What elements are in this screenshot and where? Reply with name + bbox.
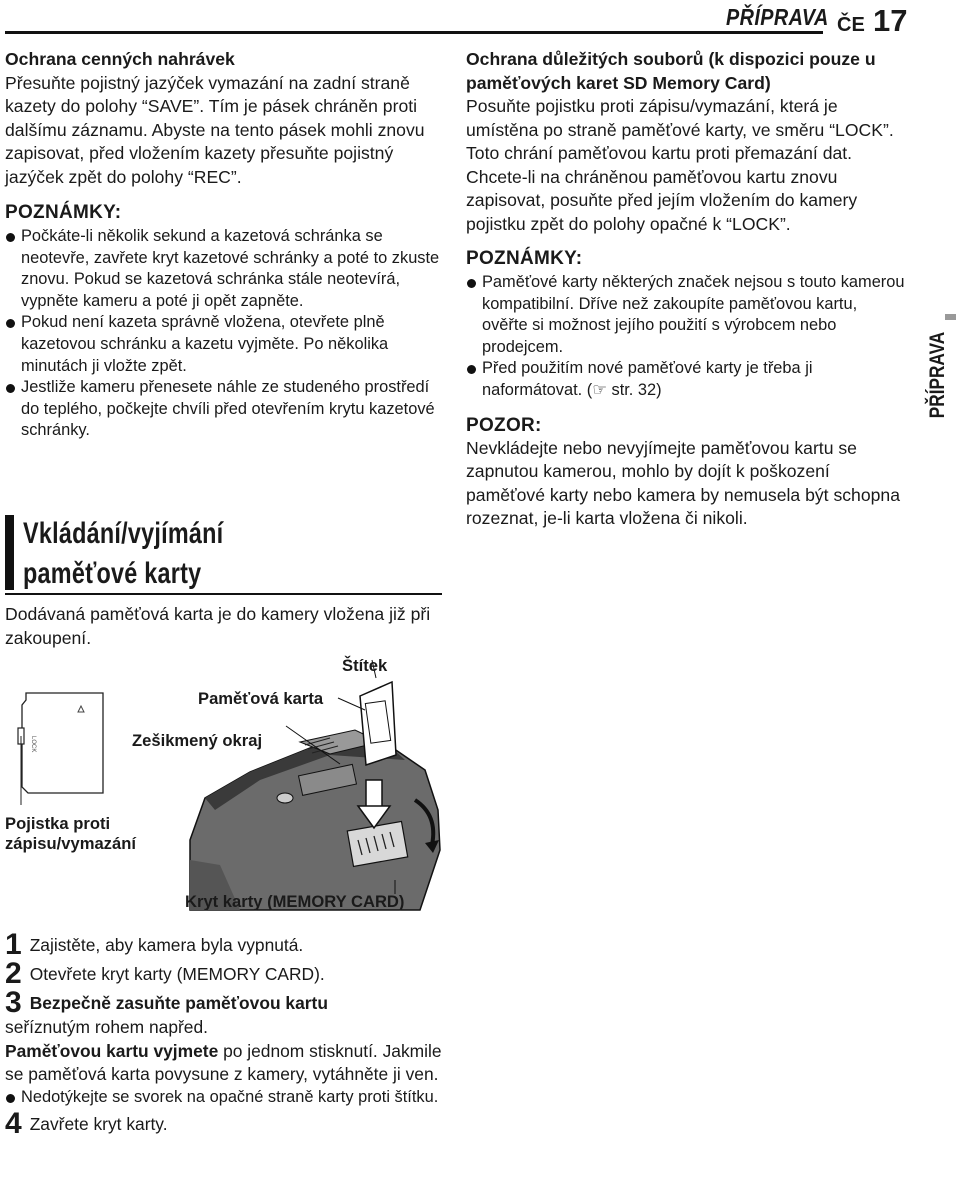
left-column	[5, 48, 445, 442]
notes-list	[466, 272, 906, 402]
steps	[5, 928, 445, 1141]
step-4: 4 Zavřete kryt karty.	[5, 1107, 168, 1141]
side-tab-label: PŘÍPRAVA	[926, 331, 949, 419]
notes-list	[5, 226, 445, 442]
right-column	[466, 48, 906, 531]
sd-card-icon	[18, 693, 103, 805]
list-item: Před použitím nové paměťové karty je třeba ji naformátovat. (☞ str. 32)	[466, 358, 906, 401]
caution-body: Nevkládejte nebo nevyjímejte paměťovou kartu se zapnutou kamerou, mohlo by dojít k poškození paměťové karty nebo kamera by nemusela být schopna rozeznat, je-li karta vložena či nikoli.	[466, 437, 900, 529]
label-sticker: Štítek	[342, 656, 388, 675]
list-item: Paměťové karty některých značek nejsou s touto kamerou kompatibilní. Dříve než zakoupíte paměťovou kartu, ověřte si možnost jejího použití s výrobcem nebo prodejcem.	[466, 272, 906, 358]
step-notes	[5, 1087, 445, 1109]
step-number: 2	[5, 957, 22, 990]
side-tab-marker	[945, 314, 956, 320]
section-intro: Dodávaná paměťová karta je do kamery vložena již při zakoupení.	[5, 604, 431, 648]
section-bar	[5, 515, 14, 590]
header-language: ČE	[837, 14, 865, 36]
list-item: Počkáte-li několik sekund a kazetová schránka se neotevře, zavřete kryt kazetové schránky a poté to zkuste znovu. Pokud se kazetová schránka stále neotevírá, vypněte kameru a poté ji opět zapněte.	[5, 226, 445, 312]
step-number: 3	[5, 986, 22, 1019]
step-number: 1	[5, 928, 22, 961]
step-number: 4	[5, 1107, 22, 1141]
protect-title: Ochrana cenných nahrávek	[5, 49, 235, 69]
list-item: Pokud není kazeta správně vložena, otevřete plně kazetovou schránku a kazetu vyjměte. Po několika minutách ji vložte zpět.	[5, 312, 445, 377]
camcorder-drawing	[190, 730, 440, 910]
section-title: Vkládání/vyjímání paměťové karty	[23, 517, 224, 590]
header-rule	[5, 31, 823, 34]
notes-heading: POZNÁMKY:	[466, 248, 583, 269]
header-section-title: PŘÍPRAVA	[726, 4, 829, 30]
label-beveled-edge: Zešikmený okraj	[132, 731, 263, 750]
label-write-protect: Pojistka proti zápisu/vymazání	[5, 814, 136, 853]
page-number: 17	[873, 3, 908, 38]
step-3: 3 Bezpečně zasuňte paměťovou kartu seříznutým rohem napřed.	[5, 986, 328, 1037]
pointing-hand-icon: ☞	[592, 380, 607, 399]
protect-body: Přesuňte pojistný jazýček vymazání na zadní straně kazety do polohy “SAVE”. Tím je pásek chráněn proti dalšímu záznamu. Abyste na tento pásek mohli znovu zapisovat, před vložením kazety přesuňte pojistný jazýček zpět do polohy “REC”.	[5, 72, 425, 187]
step-2: 2 Otevřete kryt karty (MEMORY CARD).	[5, 957, 325, 990]
section-rule	[5, 593, 442, 595]
caution-heading: POZOR:	[466, 414, 542, 436]
label-card-cover: Kryt karty (MEMORY CARD)	[185, 892, 405, 911]
step-1: 1 Zajistěte, aby kamera byla vypnutá.	[5, 928, 304, 961]
sd-protect-body: Posuňte pojistku proti zápisu/vymazání, která je umístěna po straně paměťové karty, ve směru “LOCK”. Toto chrání paměťovou kartu proti přemazání dat. Chcete-li na chráněnou paměťovou kartu znovu zapisovat, posuňte před jejím vložením do kamery pojistku zpět do polohy opačné k “LOCK”.	[466, 96, 894, 234]
sd-protect-title: Ochrana důležitých souborů (k dispozici pouze u paměťových karet SD Memory Card)	[466, 49, 876, 93]
list-item: Nedotýkejte se svorek na opačné straně karty proti štítku.	[5, 1087, 445, 1109]
label-memory-card: Paměťová karta	[198, 689, 324, 708]
list-item: Jestliže kameru přenesete náhle ze studeného prostředí do teplého, počkejte chvíli před otevřením krytu kazetové schránky.	[5, 377, 445, 442]
notes-heading: POZNÁMKY:	[5, 202, 122, 223]
remove-card-instruction: Paměťovou kartu vyjmete po jednom stisknutí. Jakmile se paměťová karta povysune z kamery, vytáhněte ji ven.	[5, 1040, 442, 1085]
svg-text:LOCK: LOCK	[30, 736, 36, 753]
